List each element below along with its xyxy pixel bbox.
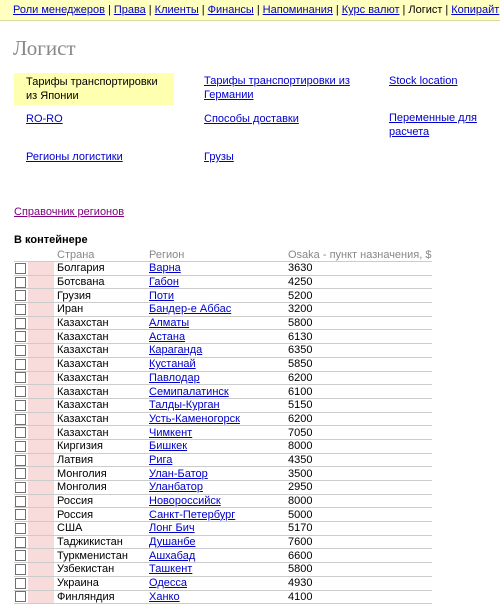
region-link[interactable]: Рига [149,453,173,466]
row-marker-cell [28,330,54,344]
nav-item[interactable]: Права [113,4,146,16]
price-cell: 5850 [285,357,432,371]
region-cell [146,494,285,508]
row-checkbox[interactable] [15,345,26,356]
row-checkbox[interactable] [15,263,26,274]
table-row [14,467,432,481]
menu-delivery-methods-link[interactable]: Способы доставки [204,113,299,125]
country-cell: Казахстан [54,316,146,330]
row-marker-cell [28,439,54,453]
row-checkbox[interactable] [15,400,26,411]
region-cell [146,398,285,412]
region-link[interactable]: Усть-Каменогорск [149,412,240,425]
row-checkbox-cell [14,590,28,604]
row-checkbox-cell [14,508,28,522]
row-checkbox[interactable] [15,359,26,370]
nav-item[interactable]: Клиенты [154,4,199,16]
country-cell: Украина [54,576,146,590]
row-checkbox-cell [14,289,28,303]
nav-separator: | [148,4,152,16]
row-marker-cell [28,563,54,577]
region-link[interactable]: Габон [149,276,179,289]
region-link[interactable]: Варна [149,262,181,275]
row-checkbox-cell [14,357,28,371]
price-cell: 6130 [285,330,432,344]
row-marker-cell [28,371,54,385]
table-row [14,590,432,604]
region-link[interactable]: Уланбатор [149,481,203,494]
row-checkbox-cell [14,439,28,453]
menu-stock-location-link[interactable]: Stock location [389,75,458,87]
row-checkbox-cell [14,576,28,590]
country-cell: Киргизия [54,439,146,453]
row-checkbox-cell [14,275,28,289]
row-checkbox[interactable] [15,564,26,575]
region-cell [146,289,285,303]
price-cell: 6350 [285,344,432,358]
header-checkbox-column [14,248,28,262]
region-link[interactable]: Ашхабад [149,549,196,562]
menu-logistics-regions-link[interactable]: Регионы логистики [26,151,123,163]
row-checkbox-cell [14,371,28,385]
price-cell: 4350 [285,453,432,467]
region-link[interactable]: Поти [149,289,174,302]
region-cell [146,439,285,453]
region-cell [146,344,285,358]
price-cell: 6200 [285,412,432,426]
row-checkbox[interactable] [15,591,26,602]
regions-directory-link[interactable]: Справочник регионов [14,206,125,218]
row-checkbox[interactable] [15,482,26,493]
table-row [14,262,432,276]
region-cell [146,481,285,495]
region-link[interactable]: Бандер-е Аббас [149,303,232,316]
row-checkbox-cell [14,398,28,412]
page-title: Логист [13,36,76,60]
table-row [14,522,432,536]
region-cell [146,330,285,344]
price-cell: 3630 [285,262,432,276]
row-marker-cell [28,344,54,358]
row-checkbox-cell [14,316,28,330]
region-cell [146,453,285,467]
country-cell: Россия [54,508,146,522]
row-checkbox[interactable] [15,468,26,479]
region-cell [146,590,285,604]
row-marker-cell [28,494,54,508]
table-row [14,563,432,577]
price-cell: 5150 [285,398,432,412]
table-row [14,481,432,495]
price-cell: 6600 [285,549,432,563]
row-marker-cell [28,453,54,467]
nav-item: Логист [408,4,443,16]
region-link[interactable]: Одесса [149,577,187,590]
top-navigation [0,0,500,21]
table-row [14,357,432,371]
row-checkbox-cell [14,262,28,276]
row-checkbox[interactable] [15,290,26,301]
price-cell: 4250 [285,275,432,289]
region-cell [146,357,285,371]
country-cell: Болгария [54,262,146,276]
table-row [14,371,432,385]
row-checkbox-cell [14,330,28,344]
country-cell: Казахстан [54,426,146,440]
table-row [14,289,432,303]
row-checkbox-cell [14,344,28,358]
row-checkbox-cell [14,385,28,399]
row-checkbox[interactable] [15,277,26,288]
table-row [14,385,432,399]
price-cell: 4930 [285,576,432,590]
row-checkbox[interactable] [15,386,26,397]
table-row [14,494,432,508]
region-link[interactable]: Душанбе [149,536,196,549]
section-title: В контейнере [14,234,88,246]
region-cell [146,576,285,590]
region-link[interactable]: Семипалатинск [149,385,229,398]
price-cell: 4100 [285,590,432,604]
region-link[interactable]: Астана [149,330,186,343]
table-row [14,398,432,412]
region-cell [146,426,285,440]
row-marker-cell [28,535,54,549]
menu-ro-ro-link[interactable]: RO-RO [26,113,63,125]
region-link[interactable]: Кустанай [149,358,196,371]
region-link[interactable]: Лонг Бич [149,522,195,535]
nav-separator: | [201,4,205,16]
row-marker-cell [28,412,54,426]
nav-separator: | [335,4,339,16]
nav-item[interactable]: Финансы [207,4,254,16]
row-marker-cell [28,508,54,522]
region-cell [146,316,285,330]
country-cell: Казахстан [54,330,146,344]
country-cell: Казахстан [54,371,146,385]
table-row [14,426,432,440]
price-cell: 8000 [285,439,432,453]
row-checkbox-cell [14,426,28,440]
row-marker-cell [28,275,54,289]
row-marker-cell [28,590,54,604]
country-cell: Латвия [54,453,146,467]
row-checkbox[interactable] [15,578,26,589]
row-checkbox-cell [14,563,28,577]
region-link[interactable]: Бишкек [149,440,188,453]
region-cell [146,522,285,536]
table-row [14,344,432,358]
price-cell: 8000 [285,494,432,508]
table-header-row [14,248,432,262]
country-cell: Казахстан [54,412,146,426]
region-cell [146,371,285,385]
nav-item[interactable]: Роли менеджеров [13,4,105,16]
region-cell [146,412,285,426]
row-checkbox[interactable] [15,537,26,548]
region-link[interactable]: Новороссийск [149,495,221,508]
row-checkbox-cell [14,481,28,495]
price-cell: 2950 [285,481,432,495]
row-checkbox[interactable] [15,318,26,329]
row-marker-cell [28,385,54,399]
country-cell: Таджикистан [54,535,146,549]
country-cell: Россия [54,494,146,508]
country-cell: США [54,522,146,536]
row-checkbox[interactable] [15,441,26,452]
region-link[interactable]: Улан-Батор [149,467,208,480]
country-cell: Ботсвана [54,275,146,289]
nav-separator: | [402,4,406,16]
container-tariffs-table [14,248,432,604]
nav-separator: | [256,4,260,16]
country-cell: Грузия [54,289,146,303]
row-checkbox-cell [14,303,28,317]
row-checkbox-cell [14,549,28,563]
country-cell: Финляндия [54,590,146,604]
row-marker-cell [28,262,54,276]
price-cell: 5800 [285,316,432,330]
table-row [14,330,432,344]
row-marker-cell [28,303,54,317]
region-cell [146,549,285,563]
region-link[interactable]: Павлодар [149,371,200,384]
row-checkbox-cell [14,412,28,426]
row-checkbox-cell [14,494,28,508]
region-cell [146,467,285,481]
table-row [14,508,432,522]
header-marker-column [28,248,54,262]
row-marker-cell [28,398,54,412]
region-link[interactable]: Санкт-Петербург [149,508,236,521]
nav-separator: | [107,4,111,16]
header-price: Osaka - пункт назначения, $ [285,248,432,262]
region-cell [146,262,285,276]
region-link[interactable]: Ташкент [149,563,193,576]
table-body [14,262,432,604]
region-link[interactable]: Ханко [149,590,180,603]
country-cell: Монголия [54,467,146,481]
table-row [14,275,432,289]
region-cell [146,563,285,577]
row-checkbox[interactable] [15,523,26,534]
country-cell: Казахстан [54,385,146,399]
region-cell [146,385,285,399]
menu-germany-tariffs-link[interactable]: Тарифы транспортировки из Германии [204,75,350,101]
region-link[interactable]: Алматы [149,317,190,330]
row-checkbox[interactable] [15,550,26,561]
table-row [14,303,432,317]
row-marker-cell [28,289,54,303]
row-checkbox-cell [14,467,28,481]
region-link[interactable]: Караганда [149,344,203,357]
country-cell: Иран [54,303,146,317]
row-marker-cell [28,481,54,495]
row-marker-cell [28,576,54,590]
row-checkbox[interactable] [15,304,26,315]
nav-item[interactable]: Копирайт [451,4,500,16]
row-marker-cell [28,467,54,481]
nav-item[interactable]: Напоминания [262,4,333,16]
price-cell: 5200 [285,289,432,303]
country-cell: Казахстан [54,398,146,412]
row-checkbox[interactable] [15,427,26,438]
row-marker-cell [28,522,54,536]
region-link[interactable]: Чимкент [149,426,193,439]
row-marker-cell [28,357,54,371]
nav-item[interactable]: Курс валют [341,4,400,16]
table-row [14,412,432,426]
region-cell [146,303,285,317]
table-row [14,439,432,453]
price-cell: 6200 [285,371,432,385]
table-row [14,453,432,467]
region-cell [146,275,285,289]
row-checkbox[interactable] [15,509,26,520]
nav-separator: | [445,4,449,16]
price-cell: 7600 [285,535,432,549]
menu-variables-link[interactable]: Переменные для расчета [389,112,477,138]
menu-cargo-link[interactable]: Грузы [204,151,234,163]
region-cell [146,535,285,549]
price-cell: 5000 [285,508,432,522]
row-marker-cell [28,316,54,330]
price-cell: 5800 [285,563,432,577]
country-cell: Монголия [54,481,146,495]
menu-japan-tariffs-current: Тарифы транспортировки из Японии [14,73,174,105]
row-marker-cell [28,426,54,440]
country-cell: Казахстан [54,344,146,358]
row-checkbox[interactable] [15,372,26,383]
country-cell: Узбекистан [54,563,146,577]
price-cell: 3500 [285,467,432,481]
row-marker-cell [28,549,54,563]
row-checkbox-cell [14,535,28,549]
table-row [14,549,432,563]
row-checkbox[interactable] [15,496,26,507]
region-link[interactable]: Талды-Курган [149,399,220,412]
header-region: Регион [146,248,285,262]
country-cell: Казахстан [54,357,146,371]
table-row [14,316,432,330]
row-checkbox-cell [14,522,28,536]
region-cell [146,508,285,522]
row-checkbox[interactable] [15,331,26,342]
top-navigation-items [0,0,500,20]
row-checkbox-cell [14,453,28,467]
country-cell: Туркменистан [54,549,146,563]
table-row [14,535,432,549]
price-cell: 7050 [285,426,432,440]
price-cell: 5170 [285,522,432,536]
header-country: Страна [54,248,146,262]
row-checkbox[interactable] [15,414,26,425]
table-row [14,576,432,590]
price-cell: 6100 [285,385,432,399]
row-checkbox[interactable] [15,455,26,466]
price-cell: 3200 [285,303,432,317]
